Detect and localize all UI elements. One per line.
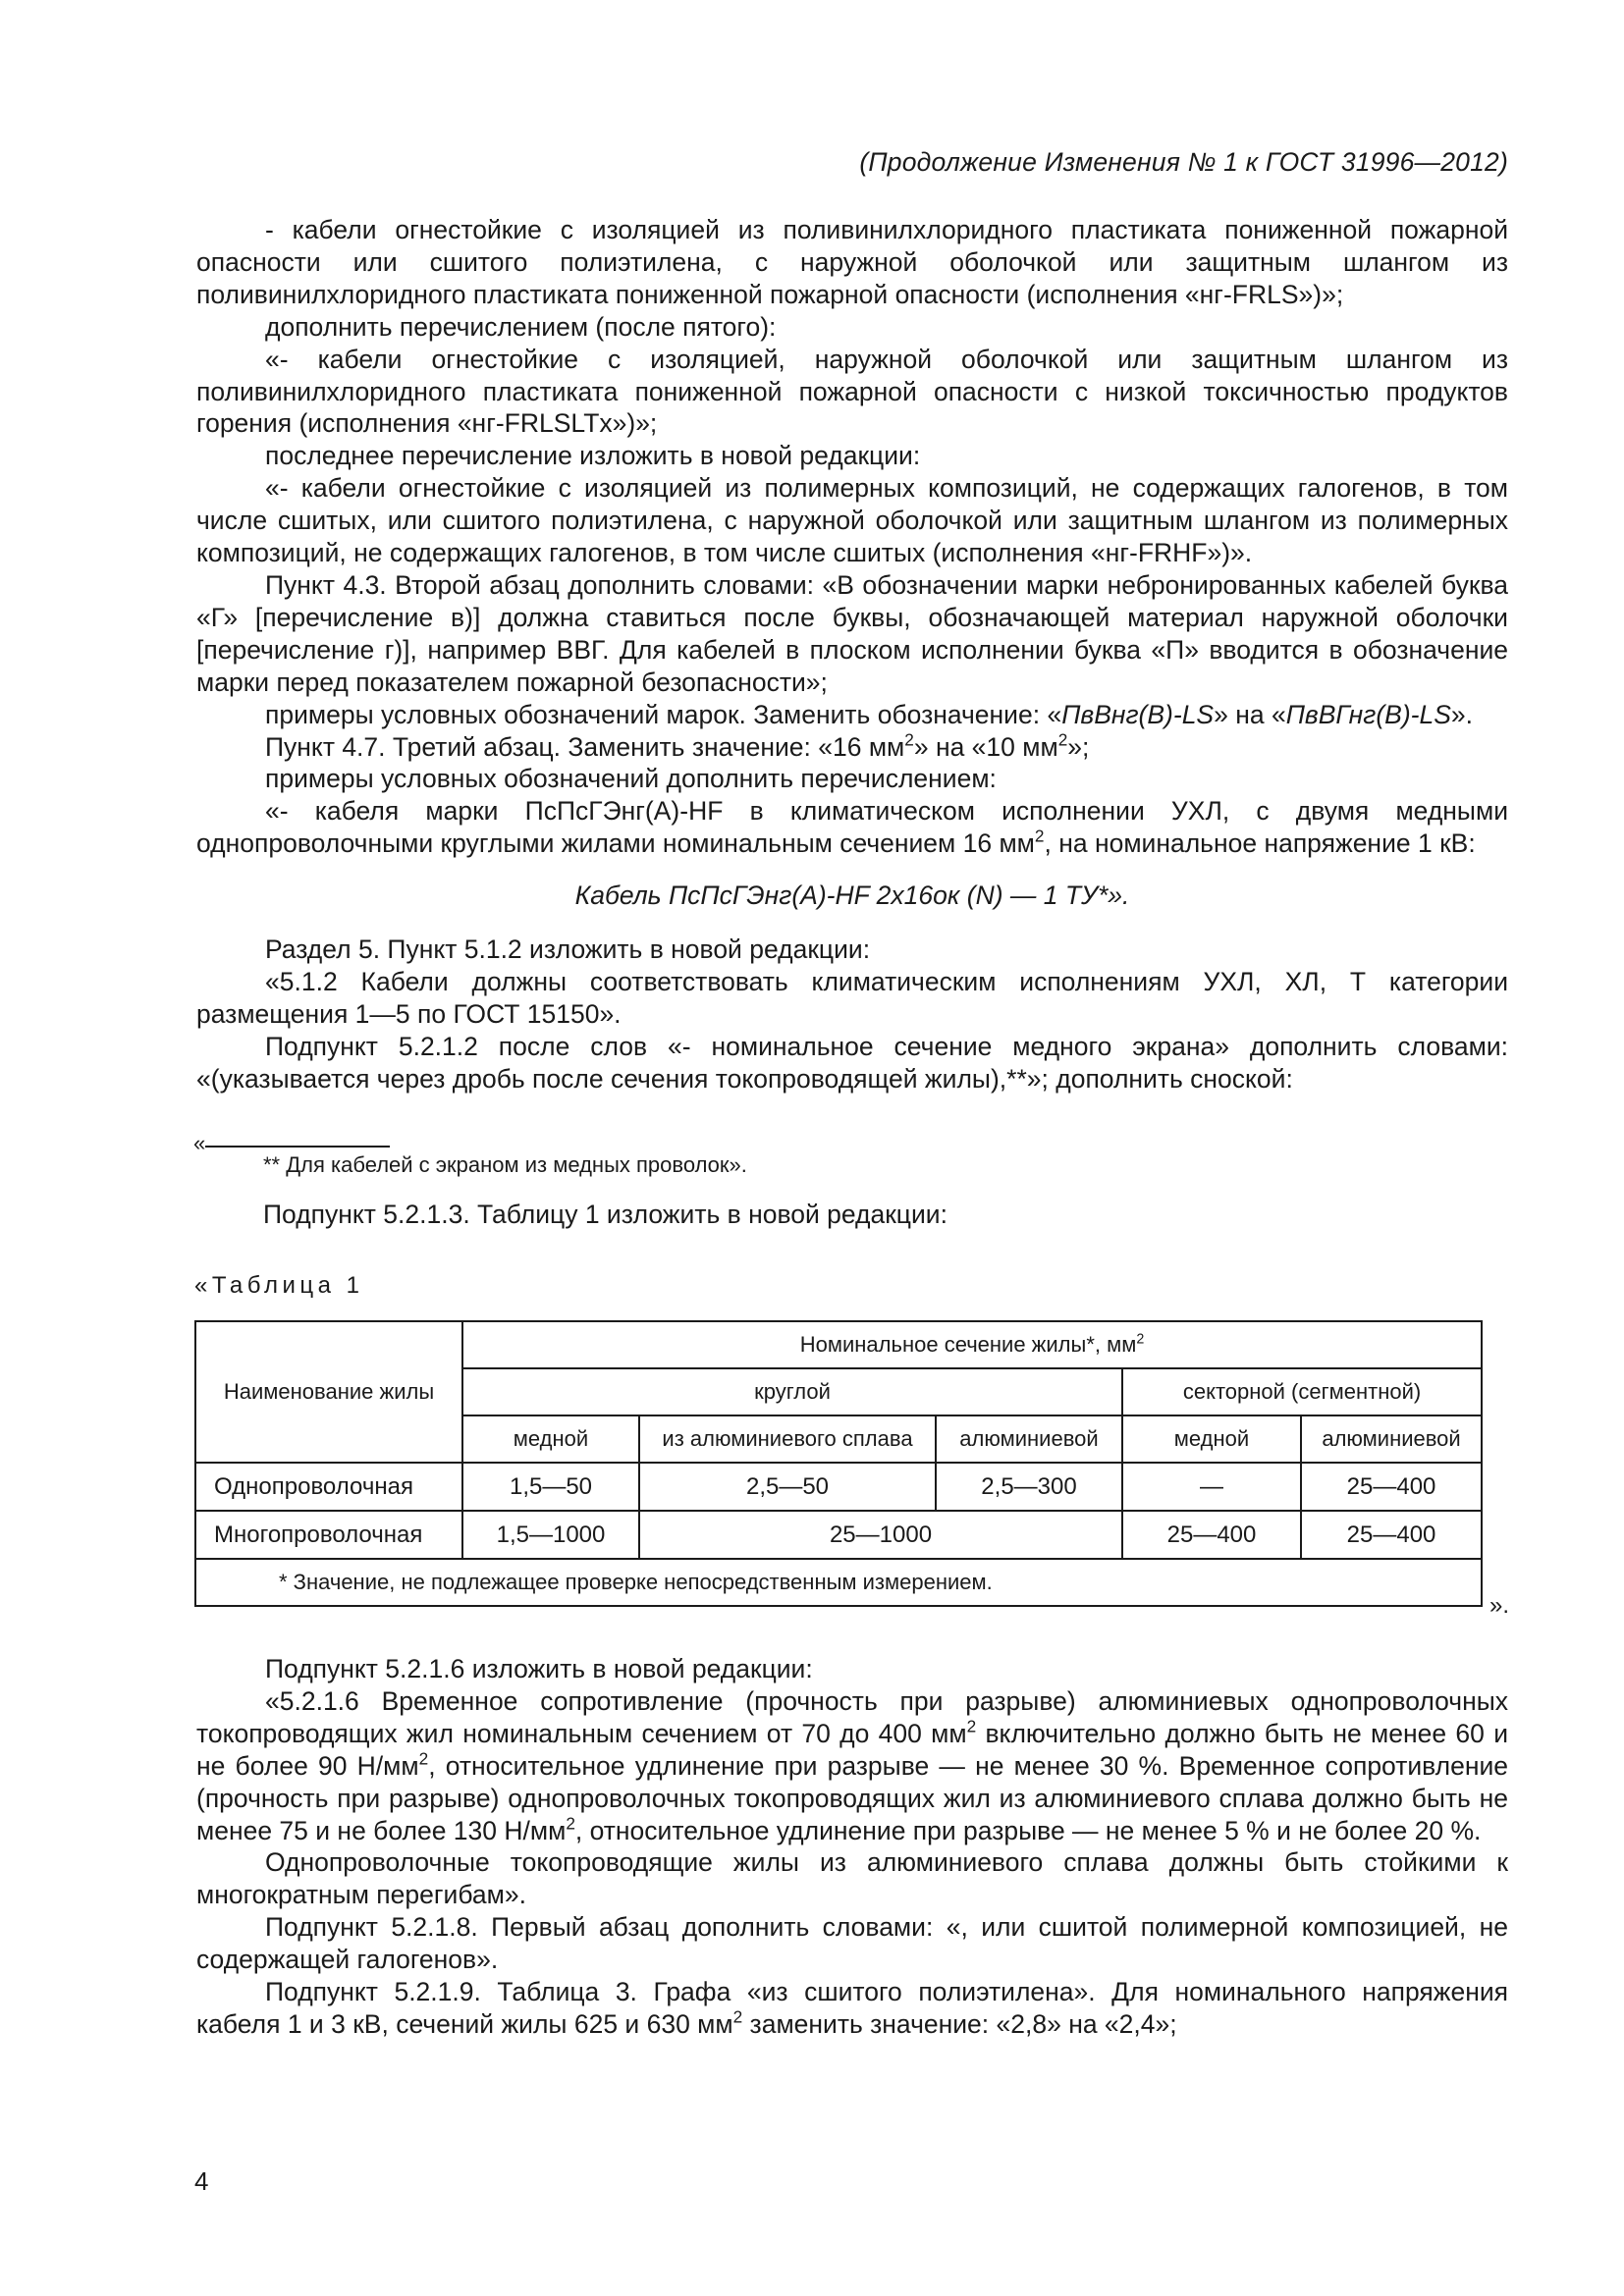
section-header: Номинальное сечение жилы*, $мм^2$ <box>462 1321 1482 1368</box>
page-number: 4 <box>194 2166 209 2196</box>
table-header-row <box>195 1321 1482 1368</box>
row-name: Однопроволочная <box>195 1463 462 1511</box>
old-mark: ПвВнг(В)-LS <box>1061 699 1215 729</box>
sub-header: алюминиевой <box>936 1415 1122 1463</box>
table-row <box>195 1463 1482 1511</box>
body-text-top <box>196 214 1508 1095</box>
paragraph-5-2-1-9: Подпункт 5.2.1.9. Таблица 3. Графа «из сшитого полиэтилена». Для номинального напряжения кабеля 1 и 3 кВ, сечений жилы 625 и 630 $мм^2$ заменить значение: «2,8» на «2,4»; <box>196 1977 1508 2039</box>
table-row <box>195 1511 1482 1559</box>
paragraph: «- кабели огнестойкие с изоляцией из полимерных композиций, не содержащих галогенов, в том числе сшитых, или сшитого полиэтилена, с наружной оболочкой или защитным шлангом из полимерных композиций, не содержащих галогенов, в том числе сшитых (исполнения «нг-FRHF»)». <box>196 473 1508 568</box>
round-header: круглой <box>462 1368 1122 1415</box>
table-cell: 25—400 <box>1301 1511 1482 1559</box>
sector-header: секторной (сегментной) <box>1122 1368 1482 1415</box>
paragraph: Подпункт 5.2.1.6 изложить в новой редакции: <box>265 1654 813 1683</box>
footnote-text: ** Для кабелей с экраном из медных проволок». <box>263 1152 747 1177</box>
table-cell: 2,5—50 <box>639 1463 936 1511</box>
sub-header: из алюминиевого сплава <box>639 1415 936 1463</box>
paragraph: - кабели огнестойкие с изоляцией из поливинилхлоридного пластиката пониженной пожарной опасности или сшитого полиэтилена, с наружной оболочкой или защитным шлангом из поливинилхлоридного пластиката пониженной пожарной опасности (исполнения «нг-FRLS»)»; <box>196 215 1508 309</box>
table-cell: 2,5—300 <box>936 1463 1122 1511</box>
paragraph: Подпункт 5.2.1.2 после слов «- номинальное сечение медного экрана» дополнить словами: «(указывается через дробь после сечения токопроводящей жилы),**»; дополнить сноской: <box>196 1031 1508 1094</box>
table-1 <box>194 1320 1483 1607</box>
table-caption: «Таблица 1 <box>194 1272 364 1299</box>
sub-header: медной <box>462 1415 639 1463</box>
paragraph: «5.1.2 Кабели должны соответствовать климатическим исполнениям УХЛ, ХЛ, Т категории размещения 1—5 по ГОСТ 15150». <box>196 966 1508 1029</box>
col-name-header: Наименование жилы <box>195 1321 462 1463</box>
paragraph: «- кабели огнестойкие с изоляцией, наружной оболочкой или защитным шлангом из поливинилхлоридного пластиката пониженной пожарной опасности с низкой токсичностью продуктов горения (исполнения «нг-FRLSLTx»)»; <box>196 344 1508 439</box>
paragraph: Пункт 4.3. Второй абзац дополнить словами: «В обозначении марки небронированных кабелей буква «Г» [перечисление в)] должна ставиться после буквы, обозначающей материал наружной оболочки [перечисление г)], например ВВГ. Для кабелей в плоском исполнении буква «П» вводится в обозначение марки перед показателем пожарной безопасности»; <box>196 569 1508 697</box>
footnote-open-quote: « <box>193 1131 206 1155</box>
table-cell: — <box>1122 1463 1301 1511</box>
running-header: (Продолжение Изменения № 1 к ГОСТ 31996—2012) <box>859 147 1508 177</box>
paragraph-cable-example: «- кабеля марки ПсПсГЭнг(А)-HF в климатическом исполнении УХЛ, с двумя медными однопроволочными круглыми жилами номинальным сечением 16 $мм^2$, на номинальное напряжение 1 кВ: <box>196 796 1508 859</box>
sub-header: медной <box>1122 1415 1301 1463</box>
paragraph-marks: примеры условных обозначений марок. Заменить обозначение: «ПвВнг(В)-LS» на «ПвВГнг(В)-LS». <box>265 699 1473 729</box>
table-cell: 1,5—1000 <box>462 1511 639 1559</box>
paragraph: Подпункт 5.2.1.8. Первый абзац дополнить словами: «, или сшитой полимерной композицией, не содержащей галогенов». <box>196 1912 1508 1975</box>
body-text-bottom <box>196 1653 1508 2041</box>
paragraph: Однопроволочные токопроводящие жилы из алюминиевого сплава должны быть стойкими к многократным перегибам». <box>196 1847 1508 1910</box>
table-cell: 1,5—50 <box>462 1463 639 1511</box>
paragraph: дополнить перечислением (после пятого): <box>265 311 777 342</box>
table-note-row <box>195 1559 1482 1606</box>
table-cell: 25—1000 <box>639 1511 1122 1559</box>
paragraph-5-2-1-6: «5.2.1.6 Временное сопротивление (прочность при разрыве) алюминиевых однопроволочных токопроводящих жил номинальным сечением от 70 до 400 $мм^2$ включительно должно быть не менее 60 и не более 90 $Н/мм^2$, относительное удлинение при разрыве — не менее 30 %. Временное сопротивление (прочность при разрыве) однопроволочных токопроводящих жил из алюминиевого сплава должно быть не менее 75 и не более 130 $Н/мм^2$, относительное удлинение при разрыве — не менее 5 % и не более 20 %. <box>196 1685 1508 1845</box>
cable-designation-formula: Кабель ПсПсГЭнг(А)-HF 2x16ок (N) — 1 ТУ*». <box>574 881 1130 911</box>
paragraph: последнее перечисление изложить в новой редакции: <box>265 441 921 471</box>
table-close-quote: ». <box>1489 1592 1510 1619</box>
table-cell: 25—400 <box>1301 1463 1482 1511</box>
paragraph-4-7: Пункт 4.7. Третий абзац. Заменить значение: «16 $мм^2$» на «10 $мм^2$»; <box>265 729 1090 762</box>
footnote-separator-line <box>205 1146 390 1148</box>
new-mark: ПвВГнг(В)-LS <box>1285 699 1451 729</box>
table-cell: 25—400 <box>1122 1511 1301 1559</box>
paragraph-table1-intro: Подпункт 5.2.1.3. Таблицу 1 изложить в новой редакции: <box>263 1200 947 1229</box>
paragraph: Раздел 5. Пункт 5.1.2 изложить в новой редакции: <box>265 934 871 965</box>
row-name: Многопроволочная <box>195 1511 462 1559</box>
sub-header: алюминиевой <box>1301 1415 1482 1463</box>
paragraph: примеры условных обозначений дополнить перечислением: <box>265 764 997 794</box>
table-note: * Значение, не подлежащее проверке непосредственным измерением. <box>195 1559 1482 1606</box>
